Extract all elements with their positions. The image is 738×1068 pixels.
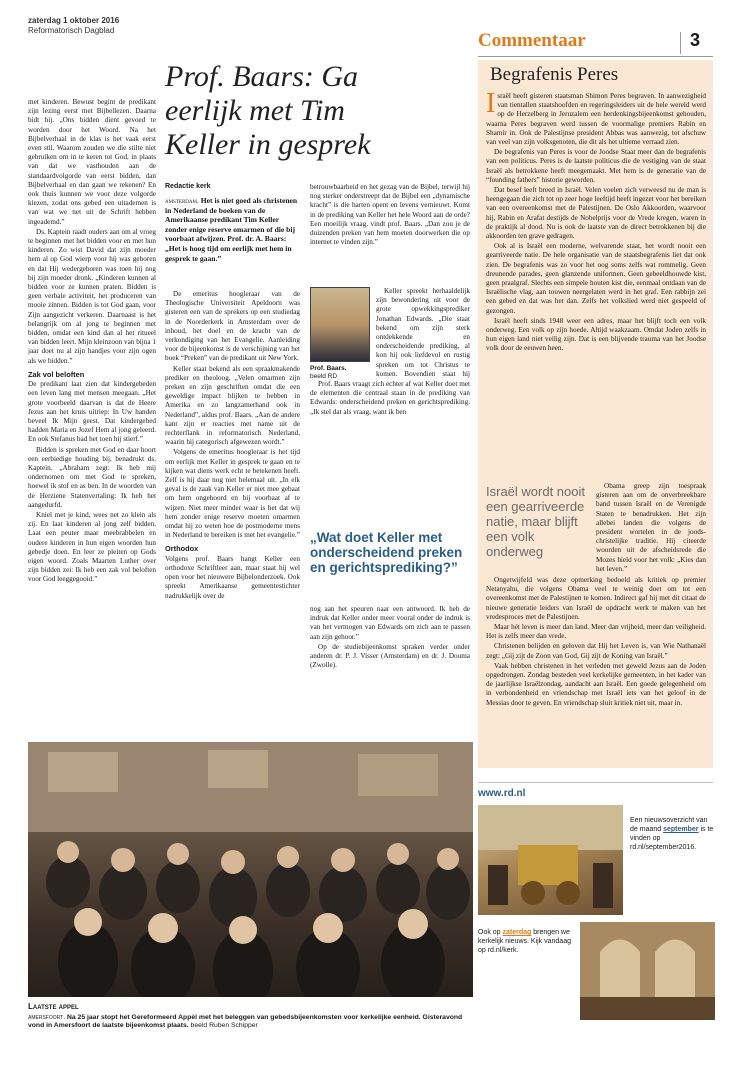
col1-paragraph: De predikant laat zien dat kindergebeden een leven lang met mensen meegaan. „Het grote voorbeeld daarvan is dat de Heere Jezus aan het kruis uitriep: In Uw handen beveel Ik Mijn geest. Dat kindergebed hadden Maria en Jozef Hem al jong geleerd. En ook Stefanus bad het toen hij stierf.” — [28, 380, 156, 444]
carriage-illustration — [478, 805, 623, 915]
pull-quote: „Wat doet Keller met onderscheidend preken en gerichtsprediking?” — [310, 530, 463, 575]
commentary-text — [486, 92, 706, 480]
promo-text-part: is te vinden op rd.nl/september2016. — [630, 826, 714, 851]
commentary-title: Begrafenis Peres — [490, 64, 619, 85]
photo-credit: beeld Ruben Schipper — [190, 1022, 258, 1030]
website-title[interactable]: www.rd.nl — [478, 788, 526, 799]
promo-text-zaterdag — [478, 928, 576, 955]
article-headline: Prof. Baars: Ga eerlijk met Tim Keller in gesprek — [165, 60, 371, 161]
promo-text-part: brengen we kerkelijk nieuws. Kijk vandaag op rd.nl/kerk. — [478, 929, 571, 954]
article-column-3-wrap — [376, 287, 470, 380]
commentary-paragraph: Vaak hebben christenen in het verleden met geweld Jezus aan de Joden opgedrongen. Zondag besteden veel kerkelijke gemeenten, in het kader van de jaarlijkse Israëlzondag, aandacht aan Israël. Een goede gelegenheid om in verbondenheid en vriendschap met Israël iets van het geloof in de Messias door te geven. En vriendschap sluit kritiek niet uit, maar in. — [486, 661, 706, 707]
commentary-paragraph: Ook al is Israël een moderne, welvarende staat, het wordt nooit een gearriveerde natie. De hele organisatie van de staatsbegrafenis liet dat ook zien. De begrafenis was zo voor het oog soms zelfs wat rommelig. Geen dreunende parades, geen glanzende uniformen. Geen gebeeldhouwde kist, geen praalgraf. Slechts een simpele houten kist die, eenmaal ontdaan van de Israëlische vlag, aan touwen neergelaten werd in het graf. Een rabbijn zei een gebed en dat was het dan. Zelfs het volkslied werd niet gespeeld of gezongen. — [486, 242, 706, 315]
web-rule — [478, 782, 713, 783]
commentary-paragraph: Maar hét leven is meer dan land. Meer dan vrijheid, meer dan veiligheid. Het is zelfs meer dan vrede. — [486, 623, 706, 641]
col1-paragraph: met kinderen. Bewust begint de predikant zijn lezing eerst met Bijbellezen. Daarna bidt hij. „Ons bidden dient gevoed te worden door het Woord. Na het Bijbelverhaal in de klas is het vaak eerst even stil. Waarom zouden we die stilte niet gebruiken om in te keren tot God, in plaats van dat we vasthouden aan de standaardvolgorde van eerst bidden, dan Bijbelverhaal en dan gaan we rekenen? En ook thuis kunnen we voor deze volgorde kiezen, zodat ons gebed een uitademen is van wat we net uit de Schrift hebben ingeademd.” — [28, 98, 156, 226]
header-rule — [478, 56, 713, 57]
photo-dateline: amersfoort. — [28, 1014, 66, 1021]
col3-paragraph: Keller spreekt herhaaldelijk zijn bewondering uit voor de grote opwekkingsprediker Jonathan Edwards. „Die staat bekend om zijn sterk ontdekkende en onderscheidende prediking, al kon hij ook liefdevol en rustig spreken om tot Christus te komen. Bovendien staat hij — [376, 287, 470, 378]
commentary-paragraph: Dat besef leeft breed in Israël. Velen voelen zich verweesd nu de man is heengegaan die zich tot op zeer hoge leeftijd heeft ingezet voor het bereiken van een overeenkomst met de Palestijnen. De Oslo Akkoorden, waarvoor hij, Rabin en Arafat destijds de Nobelprijs voor de Vrede kregen, waren in de praktijk al dood. Nu is ook de laatste van de direct betrokkenen bij die akkoorden ten grave gedragen. — [486, 186, 706, 241]
promo-image-september[interactable] — [478, 805, 623, 915]
col2-paragraph: De emeritus hoogleraar van de Theologische Universiteit Apeldoorn was gisteren een van de sprekers op een studiedag in de Noorderkerk in Amsterdam over de inhoud, het doel en de kracht van de verkondiging van het Evangelie. Aanleiding voor de bijeenkomst is de verschijning van het boek “Preken” van de predikant uit New York. — [165, 290, 300, 363]
article-column-3-top — [310, 183, 470, 283]
article-column-1 — [28, 98, 156, 738]
col2-paragraph: Keller staat bekend als een spraakmakende prediker en theoloog. „Velen omarmen zijn preken en zijn geschriften omdat die een geweldige impact blijken te hebben in Amerika en zo langzamerhand ook in Nederland”, aldus prof. Baars. „Aan de andere kant zijn er reacties met name uit de rechterflank in reformatorisch Nederland, waarin hij categorisch afgewezen wordt.” — [165, 364, 300, 447]
col3-paragraph: nog aan het speuren naar een antwoord. Ik heb de indruk dat Keller onder meer vooral onder de indruk is van het vermogen van Edwards om zich aan te passen aan zijn gehoor.” — [310, 605, 470, 641]
paper-name: Reformatorisch Dagblad — [28, 26, 115, 35]
photo-caption-title: Laatste appel — [28, 1002, 79, 1011]
commentary-paragraph: Obama greep zijn toespraak gisteren aan om de onverbreekbare band tussen Israël en de Verenigde Staten te benadrukken. Het zijn allebei landen die volgens de president wortelen in de joods-christelijke traditie. Hij citeerde woorden uit de afscheidsrede die Mozes hield voor het volk: „Kies dan het leven.” — [596, 482, 706, 573]
promo-text-part: Ook op — [478, 929, 501, 936]
article-column-2 — [165, 290, 300, 740]
commentary-paragraph: Christenen belijden en geloven dat Hij het Leven is, van Wie Nathanaël zegt: „Gij zijt de Zoon van God, Gij zijt de Koning van Israël.” — [486, 642, 706, 660]
article-column-3-mid — [310, 380, 470, 525]
promo-text-part: Een nieuwsoverzicht van de maand — [630, 817, 708, 833]
intro-text: Het is niet goed als christenen in Nederland de boeken van de Amerikaanse predikant Tim Keller zonder enige reserve omarmen of die bij voorbaat afwijzen. Prof. dr. A. Baars: „Het is hoog tijd om eerlijk met hem in gesprek te gaan.” — [165, 196, 298, 263]
drop-cap: I — [486, 92, 496, 119]
commentary-paragraph: Ongetwijfeld was deze opmerking bedoeld als kritiek op premier Netanyahu, die volgens Obama veel te weinig doet om tot een overeenkomst met de Palestijnen te komen. Indirect gaf hij met dit citaat de nieuwe generatie leiders van Israël de opdracht werk te maken van het vredesproces met de Palestijnen. — [486, 576, 706, 621]
col2-paragraph: Volgens de emeritus hoogleraar is het tijd om eerlijk met Keller in gesprek te gaan en te kijken wat diens werk echt te betekenen heeft. Zelf is hij daar nog niet helemaal uit. „In elk geval is de zaak van Keller er niet mee gebaat om hem ongehoord en bij voorbaat af te wijzen. Niet meer minder waar is het dat wij hem zonder enige reserve moeten omarmen omdat hij zo weten hoe de postmoderne mens in Nederland te bereiken is met het evangelie.” — [165, 448, 300, 540]
col2-paragraph: Volgens prof. Baars hangt Keller een orthodoxe Schriftleer aan, maar staat hij wel open voor het nieuwere Bijbelonderzoek. Ook spreekt Amerikaanse gemeentestichter nadrukkelijk over de — [165, 554, 300, 600]
church-interior-illustration — [580, 922, 715, 1020]
masthead — [28, 16, 119, 36]
promo-image-church[interactable] — [580, 922, 715, 1020]
commentary-paragraph: De begrafenis van Peres is voor de Joodse Staat meer dan de begrafenis van een politicus. Peres is de laatste politicus die de vestiging van de staat Israël als betrokkene heeft meegemaakt. Met hem is de generatie van de “founding fathers” historie geworden. — [486, 148, 706, 184]
dateline: amsterdam. — [165, 196, 199, 205]
section-title: Commentaar — [478, 30, 586, 51]
commentary-paragraph — [486, 92, 706, 147]
portrait-caption — [310, 365, 347, 381]
article-intro — [165, 196, 300, 263]
photo-caption — [28, 1014, 473, 1031]
portrait-name: Prof. Baars. — [310, 365, 347, 372]
col3-paragraph: Prof. Baars vraagt zich echter af wat Keller doet met de elementen die centraal staan in de prediking van Edwards: onderscheidend preken en gerichtsprediking. „Ik stel dat als vraag, want ik ben — [310, 380, 470, 416]
page-number: 3 — [690, 30, 701, 50]
col1-paragraph: Bidden is spreken met God en daar hoort een eerbiedige houding bij, benadrukt ds. Kaptein. „Abraham zegt: Ik heb mij ondernomen om met God te spreken, hoewel ik stof en as ben. In de woorden van de Herziene Statenvertaling: Ik heb het aangedurfd. — [28, 445, 156, 509]
commentary-paragraph: Israël heeft sinds 1948 weer een adres, maar het blijft toch een volk onderweg. Een volk op zijn hoede. Altijd waakzaam. Omdat Joden zelfs in hun eigen land niet veilig zijn. Dat is een blijvende trauma van het Joodse volk door de eeuwen heen. — [486, 316, 706, 353]
september-link[interactable]: september — [663, 826, 699, 833]
portrait-credit: beeld RD — [310, 373, 338, 380]
audience-illustration — [28, 742, 473, 997]
col1-paragraph: Ds. Kaptein raadt ouders aan om al vroeg te beginnen met het bidden voor en met hun kinderen. Zo wist David dat zijn moeder hem al op God wierp voor hij was geboren en dat Hij wedergeboren was toen hij nog bij zijn moeder dronk. „Kinderen kunnen al bidden voor ze kunnen praten. Bidden is geen verbale activiteit, het produceren van mooie zinnen. Bidden is tot God gaan, voor Zijn aangezicht verkeren. Daarnaast is het belangrijk om al jong te beginnen met bidden, omdat een kind dan al het ritueel van bidden leert. Mijn kleinzoon van bijna 1 jaar doet nu al zijn handjes voor zijn ogen als we bidden.” — [28, 227, 156, 365]
commentary-paragraph-text: sraël heeft gisteren staatsman Shimon Peres begraven. In aanwezigheid van tientallen staatshoofden en regeringsleiders uit de hele wereld werd op de Herzelberg in Jeruzalem een herdenkingsbijeenkomst gehouden, waarna Peres begraven werd tussen de voormalige premiers Rabin en Shamir in. Ook de Palestijnse president Abbas was aanwezig, tot afschuw van veel van zijn volksgenoten, die dit als het ultieme verraad zien. — [486, 92, 706, 147]
col3-paragraph: betrouwbaarheid en het gezag van de Bijbel, terwijl hij nog sterker onderstreept dat de Bijbel een „dynamische kracht” is die harten opent en levens vernieuwt. Komt in de prediking van Keller het hele Woord aan de orde? Een moeilijk vraag, vindt prof. Baars. „Dan zou je de duizenden preken van hem moeten doorwerken die op internet te vinden zijn.” — [310, 183, 470, 247]
commentary-text-bottom — [486, 576, 706, 764]
subheading: Zak vol beloften — [28, 369, 85, 379]
commentary-quote: Israël wordt nooit een gearriveerde natie, maar blijft een volk onderweg — [486, 484, 585, 559]
zaterdag-link[interactable]: zaterdag — [502, 929, 532, 936]
meeting-photo — [28, 742, 473, 997]
header-divider — [680, 32, 681, 54]
commentary-text-wrap — [596, 482, 706, 574]
photo-caption-text: Na 25 jaar stopt het Gereformeerd Appèl met het beleggen van gebedsbijeenkomsten voor kerkelijke eenheid. Gisteravond vond in Amersfoort de laatste bijeenkomst plaats. — [28, 1014, 463, 1030]
promo-text-september — [630, 816, 715, 852]
article-column-3-bottom — [310, 605, 470, 740]
col3-paragraph: Op de studiebijeenkomst spraken verder onder anderen dr. P. J. Visser (Amsterdam) en dr. J. Douma (Zwolle). — [310, 642, 470, 670]
issue-date: zaterdag 1 oktober 2016 — [28, 16, 120, 25]
portrait-photo — [310, 287, 370, 362]
col1-paragraph: Kniel met je kind, wees net zo klein als zij. En laat kinderen al jong zelf bidden. Laat een peuter maar meebrabbelen en oudere kinderen in hun eigen woorden hun gebedje doen. En leer ze pleiten op Gods eigen woord. Zoals Maarten Luther over zijn bidden zei: Ik heb een zak vol beloften voor God leeggegooid.” — [28, 510, 156, 584]
subheading: Orthodox — [165, 544, 199, 554]
byline: Redactie kerk — [165, 183, 211, 190]
